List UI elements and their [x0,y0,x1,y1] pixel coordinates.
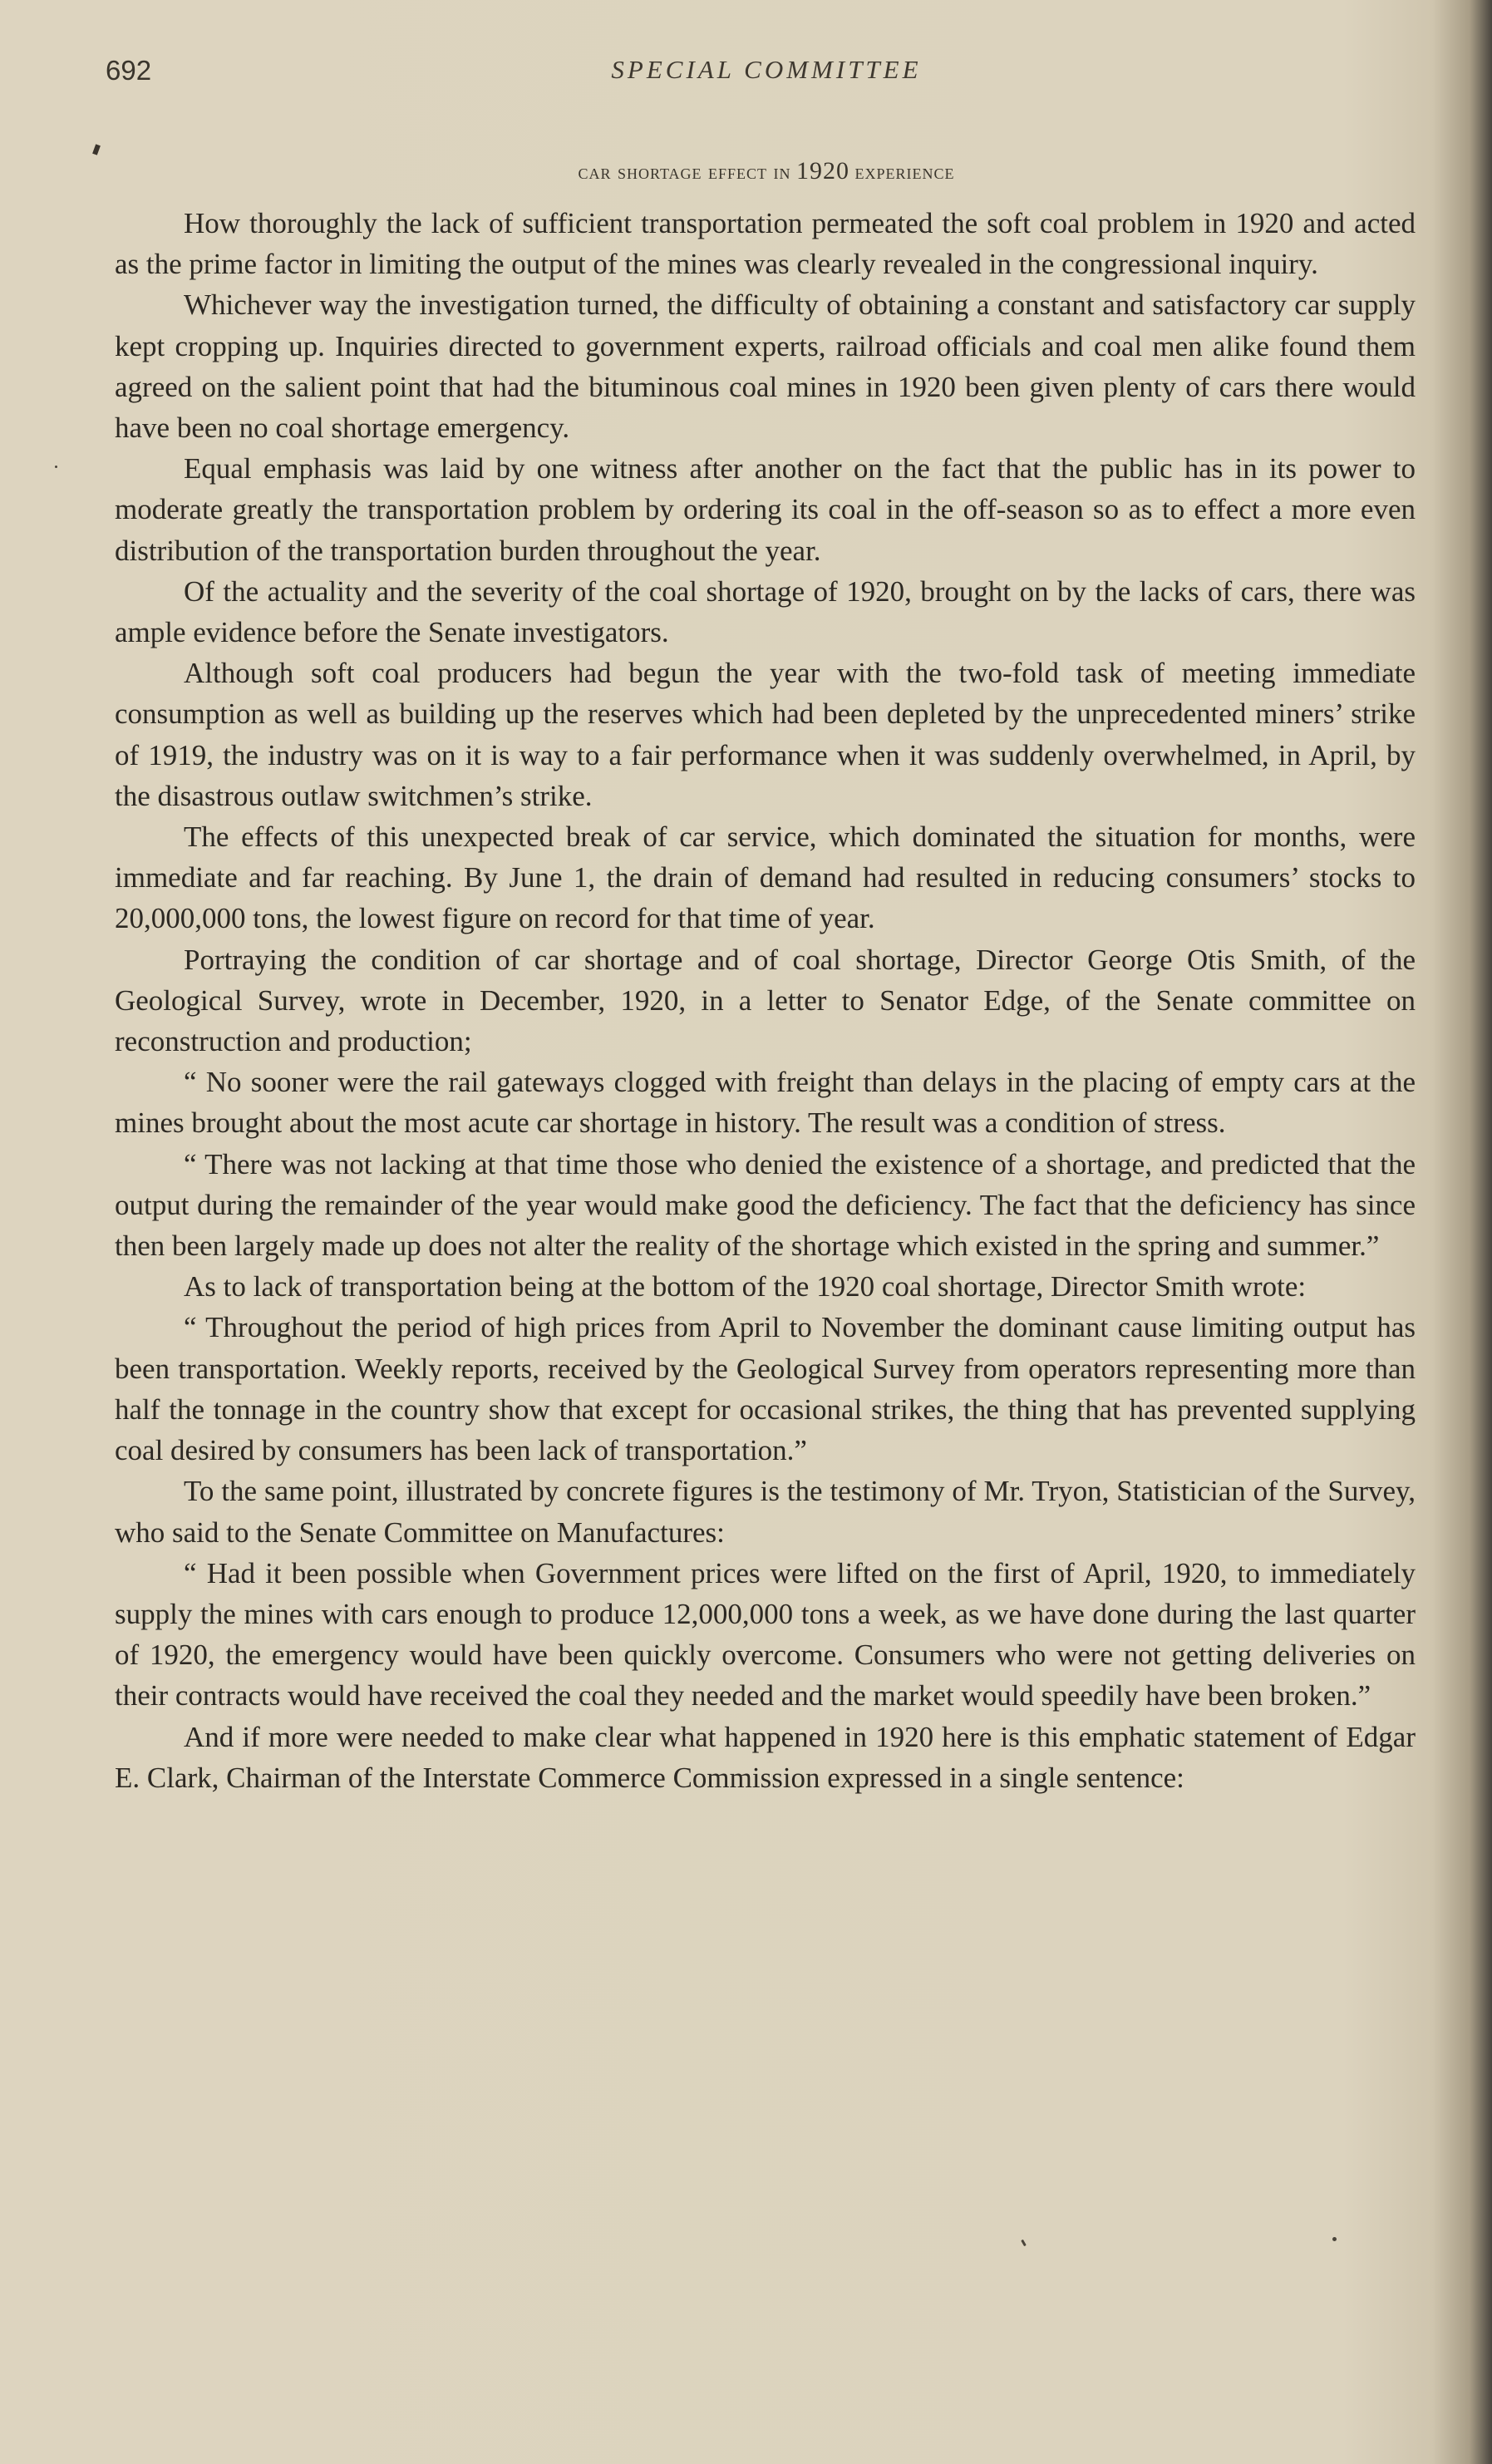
paragraph: The effects of this unexpected break of car service, which dominated the situation for months, were immediate and far reaching. By June 1, the drain of demand had resulted in reducing consumers’ stocks to 20,000,000 tons, the lowest figure on record for that time of year. [115,821,1416,935]
paragraph: Whichever way the investigation turned, the difficulty of obtaining a constant and satisfactory car supply kept cropping up. Inquiries directed to government experts, railroad officials and coal men alike found them agreed on the salient point that had the bituminous coal mines in 1920 been given plenty of cars there would have been no coal shortage emergency. [115,288,1416,445]
paper-speck [1021,2240,1027,2246]
body-text [115,203,1416,1798]
paragraph: To the same point, illustrated by concrete figures is the testimony of Mr. Tryon, Statistician of the Survey, who said to the Senate Committee on Manufactures: [115,1475,1416,1549]
running-head [106,55,1427,96]
section-title-part2: experience [854,160,955,184]
paragraph: Although soft coal producers had begun the year with the two-fold task of meeting immediate consumption as well as building up the reserves which had been depleted by the unprecedented miners’ strike of 1919, the industry was on it is way to a fair performance when it was suddenly overwhelmed, in April, by the disastrous outlaw switchmen’s strike. [115,657,1416,812]
paragraph: “ Had it been possible when Government prices were lifted on the first of April, 1920, to immediately supply the mines with cars enough to produce 12,000,000 tons a week, as we have done during the last quarter of 1920, the emergency would have been quickly overcome. Consumers who were not getting deliveries on their contracts would have received the coal they needed and the market would speedily have been broken.” [115,1556,1416,1712]
paragraph: “ There was not lacking at that time those who denied the existence of a shortage, and predicted that the output during the remainder of the year would make good the deficiency. The fact that the deficiency has since then been largely made up does not alter the reality of the shortage which existed in the spring and summer.” [115,1147,1416,1263]
paragraph: And if more were needed to make clear what happened in 1920 here is this emphatic statement of Edgar E. Clark, Chairman of the Interstate Commerce Commission expressed in a single sentence: [115,1720,1416,1794]
paragraph: Equal emphasis was laid by one witness after another on the fact that the public has in its power to moderate greatly the transportation problem by ordering its coal in the off-season so as to effect a more even distribution of the transportation burden throughout the year. [115,452,1416,567]
section-title-year: 1920 [796,157,849,185]
paragraph: Portraying the condition of car shortage and of coal shortage, Director George Otis Smith, of the Geological Survey, wrote in December, 1920, in a letter to Senator Edge, of the Senate committee on reconstruction and production; [115,943,1416,1058]
paragraph: Of the actuality and the severity of the coal shortage of 1920, brought on by the lacks of cars, there was ample evidence before the Senate investigators. [115,574,1416,649]
paragraph: How thoroughly the lack of sufficient transportation permeated the soft coal problem in 1920 and acted as the prime factor in limiting the output of the mines was clearly revealed in the congressional inquiry. [115,207,1416,281]
page-number: 692 [106,55,152,86]
section-title-part1: car shortage effect in [578,160,791,184]
paragraph: “ Throughout the period of high prices from April to November the dominant cause limiting output has been transportation. Weekly reports, received by the Geological Survey from operators representing more than half the tonnage in the country show that except for occasional strikes, the thing that has prevented supplying coal desired by consumers has been lack of transportation.” [115,1311,1416,1467]
ink-mark [92,144,101,155]
paper-speck [1332,2237,1337,2241]
paper-speck [55,466,57,468]
running-title: SPECIAL COMMITTEE [611,55,922,84]
paragraph: As to lack of transportation being at the bottom of the 1920 coal shortage, Director Smith wrote: [184,1270,1307,1303]
section-title [106,157,1427,185]
paragraph: “ No sooner were the rail gateways clogged with freight than delays in the placing of empty cars at the mines brought about the most acute car shortage in history. The result was a condition of stress. [115,1066,1416,1140]
